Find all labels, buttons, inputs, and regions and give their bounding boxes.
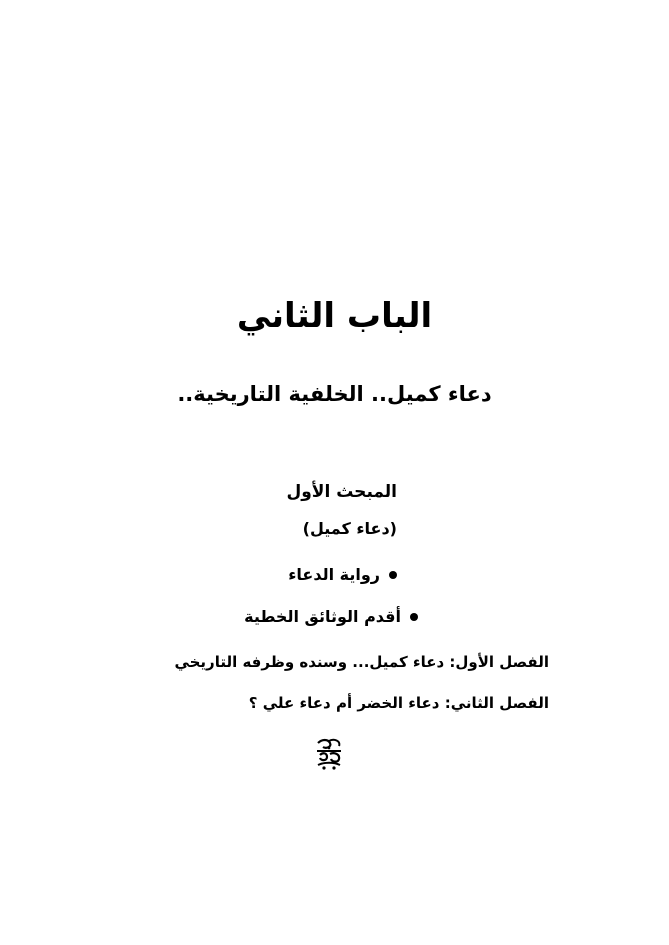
bullet-item <box>244 607 418 626</box>
calligraphic-ornament-icon <box>314 737 344 771</box>
chapter-entry: الفصل الأول: دعاء كميل... وسنده وظرفه التاريخي <box>174 653 549 671</box>
chapter-subtitle: دعاء كميل.. الخلفية التاريخية.. <box>177 382 492 406</box>
bullet-label: أقدم الوثائق الخطية <box>244 607 401 626</box>
section-subtitle: (دعاء كميل) <box>302 519 397 538</box>
chapter-entry: الفصل الثاني: دعاء الخضر أم دعاء علي ؟ <box>248 694 549 712</box>
bullet-dot-icon <box>410 613 418 621</box>
section-title: المبحث الأول <box>286 482 397 502</box>
chapter-title: الباب الثاني <box>236 296 433 336</box>
bullet-label: رواية الدعاء <box>288 565 380 584</box>
bullet-dot-icon <box>389 571 397 579</box>
bullet-item <box>288 565 397 584</box>
